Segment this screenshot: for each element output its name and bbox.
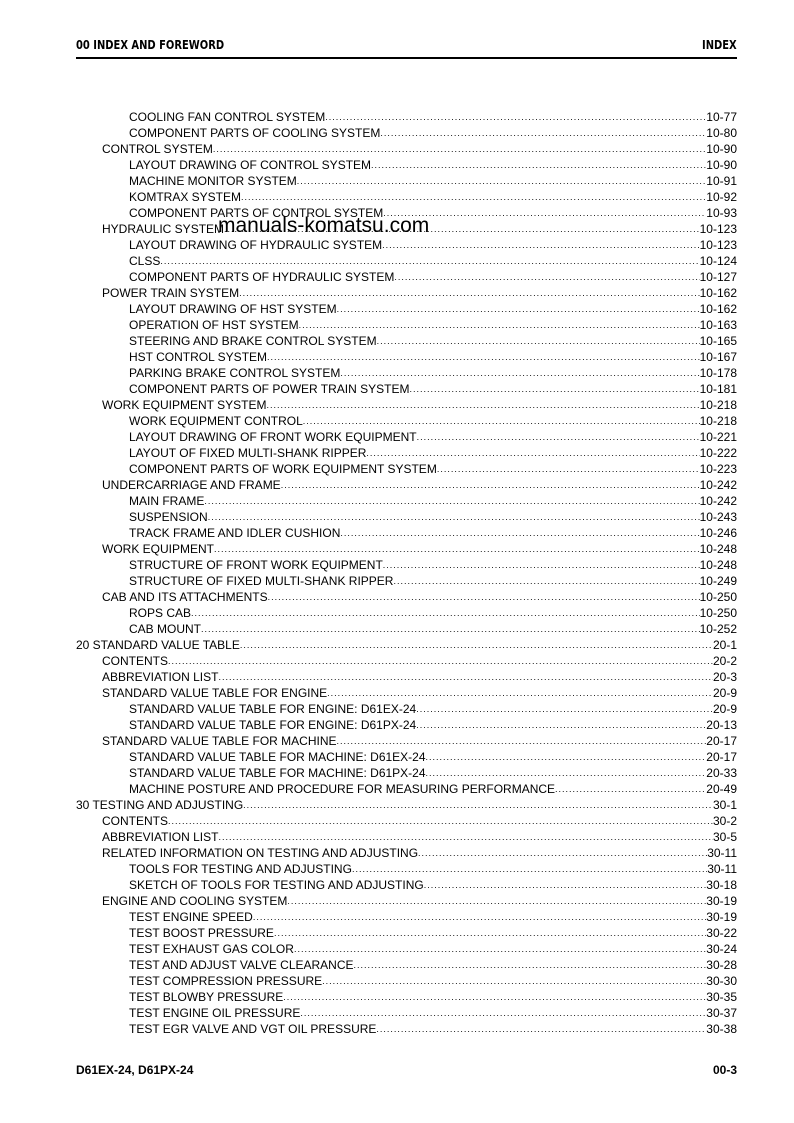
dot-leader	[240, 637, 713, 653]
toc-entry-page: 10-252	[699, 622, 737, 636]
dot-leader	[337, 733, 707, 749]
toc-entry-title: 20 STANDARD VALUE TABLE	[76, 638, 240, 652]
dot-leader	[303, 413, 700, 429]
toc-entry[interactable]	[76, 269, 737, 285]
dot-leader	[294, 941, 706, 957]
toc-entry-page: 10-167	[699, 350, 737, 364]
toc-entry[interactable]	[76, 829, 737, 845]
toc-entry-page: 10-246	[699, 526, 737, 540]
toc-entry-page: 30-38	[706, 1022, 737, 1036]
toc-entry-title: TOOLS FOR TESTING AND ADJUSTING	[129, 862, 352, 876]
toc-entry-title: HST CONTROL SYSTEM	[129, 350, 268, 364]
dot-leader	[426, 765, 707, 781]
toc-entry-title: WORK EQUIPMENT SYSTEM	[102, 398, 267, 412]
dot-leader	[327, 685, 713, 701]
dot-leader	[208, 509, 700, 525]
dot-leader	[201, 621, 700, 637]
toc-entry[interactable]	[76, 1005, 737, 1021]
dot-leader	[297, 173, 707, 189]
toc-entry[interactable]	[76, 605, 737, 621]
toc-entry-page: 30-5	[712, 830, 737, 844]
toc-entry[interactable]	[76, 973, 737, 989]
toc-entry-page: 10-248	[699, 542, 737, 556]
toc-entry-title: MACHINE POSTURE AND PROCEDURE FOR MEASURING PERFORMANCE	[129, 782, 556, 796]
toc-entry-page: 10-162	[699, 286, 737, 300]
toc-entry-title: OPERATION OF HST SYSTEM	[129, 318, 299, 332]
toc-entry[interactable]	[76, 381, 737, 397]
toc-entry-title: 30 TESTING AND ADJUSTING	[76, 798, 244, 812]
toc-entry-page: 20-33	[706, 766, 737, 780]
toc-entry-page: 30-19	[706, 894, 737, 908]
toc-entry-page: 10-178	[699, 366, 737, 380]
toc-entry-title: TEST EGR VALVE AND VGT OIL PRESSURE	[129, 1022, 377, 1036]
toc-entry-title: POWER TRAIN SYSTEM	[102, 286, 240, 300]
toc-entry[interactable]	[76, 445, 737, 461]
dot-leader	[416, 701, 713, 717]
toc-entry-title: MAIN FRAME	[129, 494, 205, 508]
toc-entry-page: 10-90	[706, 158, 737, 172]
dot-leader	[376, 1021, 706, 1037]
toc-entry-title: LAYOUT DRAWING OF CONTROL SYSTEM	[129, 158, 372, 172]
toc-entry-title: CAB MOUNT	[129, 622, 201, 636]
dot-leader	[213, 141, 706, 157]
dot-leader	[218, 829, 712, 845]
dot-leader	[243, 797, 713, 813]
toc-entry[interactable]	[76, 157, 737, 173]
toc-entry-title: STANDARD VALUE TABLE FOR MACHINE: D61EX-24	[129, 750, 426, 764]
toc-entry[interactable]	[76, 493, 737, 509]
toc-entry-page: 30-18	[706, 878, 737, 892]
toc-entry[interactable]	[76, 397, 737, 413]
toc-entry-title: LAYOUT DRAWING OF HST SYSTEM	[129, 302, 337, 316]
dot-leader	[382, 237, 699, 253]
toc-entry[interactable]	[76, 477, 737, 493]
toc-entry[interactable]	[76, 797, 737, 813]
dot-leader	[241, 189, 706, 205]
toc-entry[interactable]	[76, 125, 737, 141]
toc-entry-page: 10-90	[706, 142, 737, 156]
dot-leader	[371, 157, 706, 173]
dot-leader	[266, 397, 699, 413]
dot-leader	[168, 813, 713, 829]
toc-entry-page: 30-24	[706, 942, 737, 956]
toc-entry-title: STANDARD VALUE TABLE FOR ENGINE	[102, 686, 328, 700]
toc-entry-page: 20-1	[712, 638, 737, 652]
toc-entry-page: 10-123	[699, 238, 737, 252]
toc-entry-page: 10-123	[699, 222, 737, 236]
toc-entry-title: COMPONENT PARTS OF COOLING SYSTEM	[129, 126, 381, 140]
toc-entry-title: HYDRAULIC SYSTEM	[102, 222, 225, 236]
toc-entry-title: COMPONENT PARTS OF HYDRAULIC SYSTEM	[129, 270, 395, 284]
toc-entry-page: 10-242	[699, 494, 737, 508]
toc-entry-title: SKETCH OF TOOLS FOR TESTING AND ADJUSTING	[129, 878, 424, 892]
toc-entry[interactable]	[76, 317, 737, 333]
dot-leader	[283, 989, 706, 1005]
dot-leader	[393, 573, 699, 589]
toc-entry[interactable]	[76, 701, 737, 717]
toc-entry[interactable]	[76, 509, 737, 525]
dot-leader	[426, 749, 707, 765]
toc-entry-page: 30-2	[712, 814, 737, 828]
dot-leader	[340, 525, 699, 541]
toc-entry-title: COOLING FAN CONTROL SYSTEM	[129, 110, 326, 124]
toc-entry-page: 10-250	[699, 606, 737, 620]
dot-leader	[394, 269, 699, 285]
toc-entry-title: PARKING BRAKE CONTROL SYSTEM	[129, 366, 341, 380]
toc-entry[interactable]	[76, 461, 737, 477]
toc-entry[interactable]	[76, 333, 737, 349]
toc-entry-title: WORK EQUIPMENT	[102, 542, 215, 556]
toc-entry-page: 10-80	[706, 126, 737, 140]
toc-entry[interactable]	[76, 925, 737, 941]
toc-entry-page: 10-124	[699, 254, 737, 268]
toc-entry-title: SUSPENSION	[129, 510, 208, 524]
dot-leader	[299, 317, 700, 333]
dot-leader	[424, 877, 707, 893]
toc-entry-page: 20-13	[706, 718, 737, 732]
dot-leader	[300, 1005, 706, 1021]
dot-leader	[204, 493, 699, 509]
toc-entry-page: 30-11	[707, 862, 737, 876]
toc-entry[interactable]	[76, 717, 737, 733]
toc-entry-title: TRACK FRAME AND IDLER CUSHION	[129, 526, 341, 540]
toc-entry-title: ABBREVIATION LIST	[102, 670, 219, 684]
toc-entry-title: CONTROL SYSTEM	[102, 142, 213, 156]
toc-entry-title: ROPS CAB	[129, 606, 192, 620]
toc-entry-page: 30-35	[706, 990, 737, 1004]
dot-leader	[322, 973, 706, 989]
toc-entry[interactable]	[76, 301, 737, 317]
toc-entry[interactable]	[76, 541, 737, 557]
toc-entry-page: 10-93	[706, 206, 737, 220]
dot-leader	[418, 845, 707, 861]
toc-entry[interactable]	[76, 573, 737, 589]
toc-entry-title: STANDARD VALUE TABLE FOR ENGINE: D61PX-24	[129, 718, 417, 732]
toc-entry[interactable]	[76, 749, 737, 765]
toc-entry-page: 30-11	[707, 846, 737, 860]
toc-entry-title: TEST BOOST PRESSURE	[129, 926, 274, 940]
toc-entry[interactable]	[76, 109, 737, 125]
toc-entry-page: 10-222	[699, 446, 737, 460]
toc-entry[interactable]	[76, 685, 737, 701]
toc-entry-title: LAYOUT DRAWING OF HYDRAULIC SYSTEM	[129, 238, 383, 252]
toc-entry-page: 20-9	[712, 686, 737, 700]
toc-entry-title: CAB AND ITS ATTACHMENTS	[102, 590, 268, 604]
toc-entry[interactable]	[76, 173, 737, 189]
page-header-title: INDEX	[702, 38, 737, 52]
toc-entry-page: 10-221	[699, 430, 737, 444]
dot-leader	[253, 909, 706, 925]
toc-entry-page: 10-91	[706, 174, 737, 188]
toc-entry[interactable]	[76, 893, 737, 909]
toc-entry[interactable]	[76, 349, 737, 365]
toc-entry-page: 10-165	[699, 334, 737, 348]
toc-entry-title: TEST EXHAUST GAS COLOR	[129, 942, 294, 956]
toc-entry[interactable]	[76, 285, 737, 301]
toc-entry-page: 10-92	[706, 190, 737, 204]
footer-page-number: 00-3	[712, 1063, 737, 1077]
toc-entry-page: 20-49	[706, 782, 737, 796]
toc-entry[interactable]	[76, 909, 737, 925]
toc-entry-title: TEST ENGINE OIL PRESSURE	[129, 1006, 301, 1020]
toc-entry[interactable]	[76, 989, 737, 1005]
toc-entry[interactable]	[76, 733, 737, 749]
toc-entry-page: 30-1	[712, 798, 737, 812]
toc-entry-page: 30-37	[706, 1006, 737, 1020]
toc-entry-title: COMPONENT PARTS OF POWER TRAIN SYSTEM	[129, 382, 410, 396]
dot-leader	[267, 349, 700, 365]
toc-entry-page: 30-22	[706, 926, 737, 940]
toc-entry-page: 30-30	[706, 974, 737, 988]
toc-entry[interactable]	[76, 189, 737, 205]
dot-leader	[417, 429, 700, 445]
dot-leader	[160, 253, 699, 269]
toc-entry[interactable]	[76, 621, 737, 637]
toc-entry-page: 10-250	[699, 590, 737, 604]
dot-leader	[340, 365, 699, 381]
toc-entry[interactable]	[76, 845, 737, 861]
toc-entry[interactable]	[76, 813, 737, 829]
toc-entry[interactable]	[76, 765, 737, 781]
toc-entry-title: RELATED INFORMATION ON TESTING AND ADJUSTING	[102, 846, 419, 860]
toc-entry-page: 10-248	[699, 558, 737, 572]
toc-entry-title: CONTENTS	[102, 654, 168, 668]
dot-leader	[437, 461, 700, 477]
dot-leader	[168, 653, 713, 669]
toc-entry-title: TEST AND ADJUST VALVE CLEARANCE	[129, 958, 354, 972]
toc-entry-page: 10-127	[699, 270, 737, 284]
footer-models: D61EX-24, D61PX-24	[76, 1063, 194, 1077]
toc-entry[interactable]	[76, 557, 737, 573]
dot-leader	[416, 717, 706, 733]
toc-entry-page: 10-223	[699, 462, 737, 476]
toc-entry-page: 20-2	[712, 654, 737, 668]
toc-entry[interactable]	[76, 957, 737, 973]
toc-entry-title: COMPONENT PARTS OF WORK EQUIPMENT SYSTEM	[129, 462, 437, 476]
toc-entry-title: STANDARD VALUE TABLE FOR MACHINE	[102, 734, 337, 748]
table-of-contents	[76, 109, 737, 1037]
toc-entry[interactable]	[76, 253, 737, 269]
toc-entry-title: STANDARD VALUE TABLE FOR ENGINE: D61EX-24	[129, 702, 417, 716]
toc-entry-page: 30-28	[706, 958, 737, 972]
toc-entry-page: 10-218	[699, 414, 737, 428]
toc-entry-title: STEERING AND BRAKE CONTROL SYSTEM	[129, 334, 377, 348]
dot-leader	[337, 301, 700, 317]
toc-entry-title: COMPONENT PARTS OF CONTROL SYSTEM	[129, 206, 384, 220]
toc-entry[interactable]	[76, 589, 737, 605]
toc-entry-page: 20-3	[712, 670, 737, 684]
dot-leader	[377, 333, 700, 349]
dot-leader	[354, 957, 707, 973]
toc-entry-page: 10-242	[699, 478, 737, 492]
toc-entry-page: 20-17	[706, 750, 737, 764]
toc-entry-page: 10-163	[699, 318, 737, 332]
toc-entry[interactable]	[76, 1021, 737, 1037]
dot-leader	[268, 589, 700, 605]
toc-entry-page: 10-162	[699, 302, 737, 316]
toc-entry-page: 10-243	[699, 510, 737, 524]
toc-entry-title: UNDERCARRIAGE AND FRAME	[102, 478, 281, 492]
dot-leader	[214, 541, 700, 557]
toc-entry[interactable]	[76, 861, 737, 877]
toc-entry-page: 20-9	[712, 702, 737, 716]
toc-entry-page: 20-17	[706, 734, 737, 748]
dot-leader	[380, 125, 706, 141]
dot-leader	[281, 477, 700, 493]
dot-leader	[366, 445, 699, 461]
toc-entry-title: ENGINE AND COOLING SYSTEM	[102, 894, 288, 908]
toc-entry-title: TEST COMPRESSION PRESSURE	[129, 974, 323, 988]
toc-entry[interactable]	[76, 365, 737, 381]
toc-entry-title: MACHINE MONITOR SYSTEM	[129, 174, 297, 188]
toc-entry-title: CONTENTS	[102, 814, 168, 828]
toc-entry[interactable]	[76, 429, 737, 445]
dot-leader	[218, 669, 712, 685]
toc-entry[interactable]	[76, 941, 737, 957]
dot-leader	[409, 381, 699, 397]
dot-leader	[383, 205, 706, 221]
dot-leader	[325, 109, 706, 125]
toc-entry-page: 10-181	[699, 382, 737, 396]
toc-entry-title: TEST ENGINE SPEED	[129, 910, 253, 924]
toc-entry[interactable]	[76, 781, 737, 797]
dot-leader	[555, 781, 706, 797]
toc-entry[interactable]	[76, 413, 737, 429]
section-header: 00 INDEX AND FOREWORD	[76, 38, 225, 52]
toc-entry-title: STANDARD VALUE TABLE FOR MACHINE: D61PX-24	[129, 766, 426, 780]
toc-entry[interactable]	[76, 141, 737, 157]
dot-leader	[239, 285, 699, 301]
dot-leader	[274, 925, 706, 941]
dot-leader	[352, 861, 707, 877]
dot-leader	[191, 605, 700, 621]
toc-entry[interactable]	[76, 237, 737, 253]
toc-entry-title: STRUCTURE OF FRONT WORK EQUIPMENT	[129, 558, 383, 572]
dot-leader	[383, 557, 700, 573]
toc-entry-page: 10-77	[706, 110, 737, 124]
toc-entry-title: LAYOUT OF FIXED MULTI-SHANK RIPPER	[129, 446, 367, 460]
toc-entry-page: 30-19	[706, 910, 737, 924]
toc-entry-title: TEST BLOWBY PRESSURE	[129, 990, 284, 1004]
toc-entry-title: LAYOUT DRAWING OF FRONT WORK EQUIPMENT	[129, 430, 417, 444]
toc-entry-title: WORK EQUIPMENT CONTROL	[129, 414, 303, 428]
toc-entry-title: KOMTRAX SYSTEM	[129, 190, 242, 204]
watermark: manuals-komatsu.com	[218, 214, 430, 237]
toc-entry-title: STRUCTURE OF FIXED MULTI-SHANK RIPPER	[129, 574, 394, 588]
toc-entry[interactable]	[76, 525, 737, 541]
toc-entry[interactable]	[76, 653, 737, 669]
header-rule	[76, 57, 737, 59]
toc-entry-title: ABBREVIATION LIST	[102, 830, 219, 844]
toc-entry-page: 10-218	[699, 398, 737, 412]
toc-entry-title: CLSS	[129, 254, 161, 268]
dot-leader	[287, 893, 706, 909]
toc-entry-page: 10-249	[699, 574, 737, 588]
toc-entry[interactable]	[76, 877, 737, 893]
toc-entry[interactable]	[76, 669, 737, 685]
toc-entry[interactable]	[76, 637, 737, 653]
